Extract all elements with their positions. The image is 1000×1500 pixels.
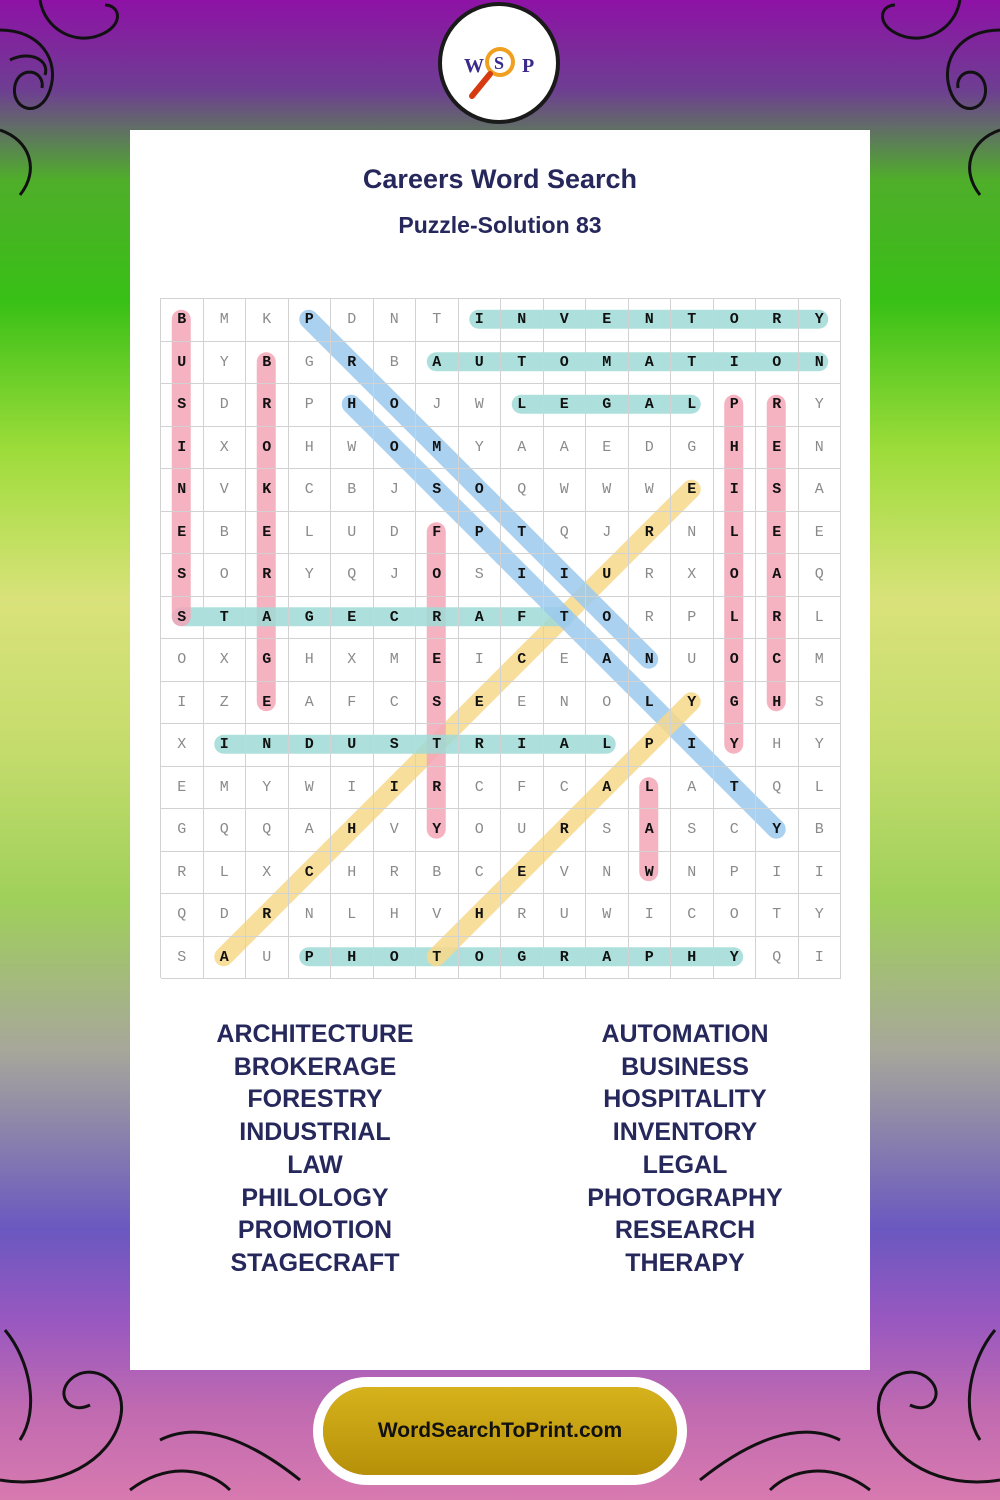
grid-cell: G (714, 682, 757, 725)
grid-cell: Q (161, 894, 204, 937)
grid-cell: A (756, 554, 799, 597)
grid-cell: W (629, 469, 672, 512)
grid-cell: Y (246, 767, 289, 810)
grid-cell: P (289, 384, 332, 427)
grid-cell: B (331, 469, 374, 512)
grid-cell: L (289, 512, 332, 555)
grid-cell: O (544, 342, 587, 385)
grid-cell: E (161, 767, 204, 810)
grid-cell: K (246, 299, 289, 342)
logo-letter-p: P (522, 55, 535, 77)
puzzle-card (130, 130, 870, 1370)
grid-cell: X (331, 639, 374, 682)
grid-cell: U (161, 342, 204, 385)
grid-cell: S (799, 682, 842, 725)
grid-cell: R (544, 809, 587, 852)
grid-cell: D (331, 299, 374, 342)
grid-cell: N (161, 469, 204, 512)
grid-cell: R (416, 767, 459, 810)
grid-cell: R (246, 384, 289, 427)
grid-cell: N (586, 852, 629, 895)
grid-cell: I (161, 682, 204, 725)
grid-cell: O (459, 469, 502, 512)
grid-cell: T (671, 342, 714, 385)
grid-cell: B (204, 512, 247, 555)
grid-cell: V (544, 852, 587, 895)
grid-cell: A (799, 469, 842, 512)
grid-cell: N (544, 682, 587, 725)
grid-cell: O (586, 682, 629, 725)
grid-cell: H (289, 639, 332, 682)
grid-cell: E (756, 427, 799, 470)
grid-cell: F (331, 682, 374, 725)
grid-cell: U (331, 512, 374, 555)
word-list-item: INDUSTRIAL (239, 1118, 391, 1147)
grid-cell: P (629, 724, 672, 767)
grid-cell: L (671, 384, 714, 427)
grid-cell: N (501, 299, 544, 342)
word-list-item: HOSPITALITY (603, 1085, 767, 1114)
grid-cell: A (629, 384, 672, 427)
grid-cell: Q (756, 767, 799, 810)
grid-cell: L (799, 597, 842, 640)
word-list-item: INVENTORY (612, 1118, 758, 1147)
grid-cell: D (289, 724, 332, 767)
grid-cell: O (714, 554, 757, 597)
grid-cell: S (756, 469, 799, 512)
grid-cell: N (671, 512, 714, 555)
grid-cell: E (799, 512, 842, 555)
grid-cell: I (161, 427, 204, 470)
grid-cell: O (714, 894, 757, 937)
grid-cell: L (331, 894, 374, 937)
grid-cell: M (799, 639, 842, 682)
grid-cell: Y (799, 384, 842, 427)
word-list-item: RESEARCH (614, 1216, 756, 1245)
grid-cell: W (289, 767, 332, 810)
grid-cell: O (586, 597, 629, 640)
grid-cell: D (374, 512, 417, 555)
grid-cell: E (459, 682, 502, 725)
grid-cell: C (289, 469, 332, 512)
grid-cell: E (246, 682, 289, 725)
grid-cell: U (671, 639, 714, 682)
word-list-item: STAGECRAFT (230, 1248, 400, 1277)
grid-cell: U (501, 809, 544, 852)
grid-cell: X (204, 639, 247, 682)
grid-cell: S (671, 809, 714, 852)
logo-letter-s: S (494, 53, 505, 73)
grid-cell: A (586, 639, 629, 682)
grid-cell: I (544, 554, 587, 597)
grid-cell: S (374, 724, 417, 767)
page-title: Careers Word Search (362, 164, 638, 194)
grid-cell: V (544, 299, 587, 342)
grid-cell: P (289, 299, 332, 342)
grid-cell: Y (799, 894, 842, 937)
grid-cell: E (671, 469, 714, 512)
grid-cell: P (289, 937, 332, 980)
grid-cell: S (586, 809, 629, 852)
word-list-item: ARCHITECTURE (216, 1020, 414, 1048)
grid-cell: I (714, 469, 757, 512)
grid-cell: J (416, 384, 459, 427)
grid-cell: B (416, 852, 459, 895)
grid-cell: L (629, 767, 672, 810)
grid-cell: R (246, 894, 289, 937)
grid-cell: D (629, 427, 672, 470)
grid-cell: L (714, 512, 757, 555)
grid-cell: H (331, 852, 374, 895)
grid-cell: E (246, 512, 289, 555)
grid-cell: Y (799, 724, 842, 767)
website-button[interactable]: WordSearchToPrint.com (323, 1387, 677, 1475)
grid-cell: R (756, 597, 799, 640)
grid-cell: G (246, 639, 289, 682)
grid-cell: R (629, 512, 672, 555)
word-list-item: FORESTRY (247, 1085, 383, 1114)
word-list-left (130, 1018, 500, 1280)
grid-cell: M (416, 427, 459, 470)
grid-cell: P (459, 512, 502, 555)
grid-cell: Q (204, 809, 247, 852)
grid-cell: R (161, 852, 204, 895)
grid-cell: D (204, 894, 247, 937)
grid-cell: I (501, 554, 544, 597)
grid-cell: C (714, 809, 757, 852)
grid-cell: N (629, 299, 672, 342)
grid-cell: D (204, 384, 247, 427)
grid-cell: Y (289, 554, 332, 597)
grid-cell: O (714, 299, 757, 342)
grid-cell: T (501, 342, 544, 385)
grid-cell: G (289, 597, 332, 640)
grid-cell: I (374, 767, 417, 810)
grid-cell: L (204, 852, 247, 895)
grid-cell: V (374, 809, 417, 852)
grid-cell: Q (756, 937, 799, 980)
grid-cell: W (629, 852, 672, 895)
grid-cell: A (544, 724, 587, 767)
grid-cell: W (544, 469, 587, 512)
grid-cell: H (331, 384, 374, 427)
grid-cell: X (671, 554, 714, 597)
grid-cell: E (161, 512, 204, 555)
grid-cell: I (756, 852, 799, 895)
grid-cell: L (629, 682, 672, 725)
word-list-item: PROMOTION (237, 1216, 393, 1245)
grid-cell: P (714, 384, 757, 427)
grid-cell: E (416, 639, 459, 682)
grid-cell: R (246, 554, 289, 597)
grid-cell: C (459, 852, 502, 895)
grid-cell: L (501, 384, 544, 427)
grid-cell: G (161, 809, 204, 852)
grid-cell: A (416, 342, 459, 385)
grid-cell: U (459, 342, 502, 385)
grid-cell: P (714, 852, 757, 895)
grid-cell: W (586, 894, 629, 937)
grid-cell: I (714, 342, 757, 385)
grid-cell: A (586, 937, 629, 980)
grid-cell: O (204, 554, 247, 597)
grid-cell: O (459, 809, 502, 852)
word-list-right (500, 1018, 870, 1280)
grid-cell: U (331, 724, 374, 767)
grid-cell: A (459, 597, 502, 640)
grid-cell: I (501, 724, 544, 767)
grid-cell: M (204, 299, 247, 342)
word-list-item: AUTOMATION (601, 1020, 769, 1048)
word-search-grid-area (160, 298, 840, 978)
grid-cell: O (416, 554, 459, 597)
grid-cell: L (714, 597, 757, 640)
grid-cell: Q (246, 809, 289, 852)
grid-cell: C (501, 639, 544, 682)
grid-cell: E (501, 682, 544, 725)
grid-cell: N (799, 427, 842, 470)
grid-cell: O (459, 937, 502, 980)
grid-cell: G (501, 937, 544, 980)
grid-cell: X (246, 852, 289, 895)
grid-cell: C (544, 767, 587, 810)
grid-cell: Y (714, 937, 757, 980)
grid-cell: E (586, 427, 629, 470)
grid-cell: L (586, 724, 629, 767)
grid-cell: O (714, 639, 757, 682)
grid-cell: O (374, 384, 417, 427)
grid-cell: A (586, 767, 629, 810)
grid-cell: I (459, 639, 502, 682)
grid-cell: R (374, 852, 417, 895)
grid-cell: R (501, 894, 544, 937)
grid-cell: T (501, 512, 544, 555)
grid-cell: B (246, 342, 289, 385)
logo-letter-w: W (464, 55, 484, 77)
grid-cell: J (586, 512, 629, 555)
grid-cell: I (331, 767, 374, 810)
grid-cell: E (544, 384, 587, 427)
grid-cell: N (629, 639, 672, 682)
grid-cell: M (204, 767, 247, 810)
page-subtitle: Puzzle-Solution 83 (398, 212, 602, 238)
grid-cell: Q (331, 554, 374, 597)
grid-cell: S (459, 554, 502, 597)
grid-cell: K (246, 469, 289, 512)
grid-cell: C (756, 639, 799, 682)
grid-cell: N (799, 342, 842, 385)
grid-cell: A (289, 682, 332, 725)
grid-cell: T (671, 299, 714, 342)
grid-cell: N (671, 852, 714, 895)
grid-cell: C (289, 852, 332, 895)
grid-cell: M (586, 342, 629, 385)
grid-cell: I (204, 724, 247, 767)
word-list-item: LEGAL (642, 1150, 728, 1179)
grid-cell: G (586, 384, 629, 427)
grid-cell: O (246, 427, 289, 470)
grid-cell: S (161, 554, 204, 597)
grid-cell: R (331, 342, 374, 385)
grid-cell: Y (714, 724, 757, 767)
word-list-item: BUSINESS (621, 1052, 749, 1081)
grid-cell: I (671, 724, 714, 767)
grid-cell: T (756, 894, 799, 937)
word-list-item: PHOTOGRAPHY (587, 1183, 783, 1212)
grid-cell: T (714, 767, 757, 810)
grid-cell: P (629, 937, 672, 980)
grid-cell: A (629, 342, 672, 385)
grid-cell: G (289, 342, 332, 385)
grid-cell: A (246, 597, 289, 640)
grid-cell: H (289, 427, 332, 470)
grid-cell: M (374, 639, 417, 682)
grid-cell: U (246, 937, 289, 980)
grid-cell: S (161, 384, 204, 427)
grid-cell: A (671, 767, 714, 810)
grid-cell: O (374, 427, 417, 470)
grid-cell: O (756, 342, 799, 385)
grid-cell: Y (459, 427, 502, 470)
grid-cell: J (374, 554, 417, 597)
grid-cell: H (671, 937, 714, 980)
grid-cell: A (204, 937, 247, 980)
grid-cell: H (756, 682, 799, 725)
grid-cell: Y (799, 299, 842, 342)
grid-cell: I (459, 299, 502, 342)
grid-cell: Y (204, 342, 247, 385)
grid-cell: R (629, 554, 672, 597)
grid-cell: V (416, 894, 459, 937)
grid-cell: T (544, 597, 587, 640)
grid-cell: R (756, 384, 799, 427)
grid-cell: H (331, 809, 374, 852)
grid-cell: I (629, 894, 672, 937)
grid-cell: F (501, 767, 544, 810)
grid-cell: Y (416, 809, 459, 852)
grid-cell: Z (204, 682, 247, 725)
grid-cell: T (416, 724, 459, 767)
grid-cell: Q (544, 512, 587, 555)
grid-cell: E (544, 639, 587, 682)
grid-cell: Q (501, 469, 544, 512)
grid-cell: N (246, 724, 289, 767)
grid-cell: V (204, 469, 247, 512)
letter-grid (160, 298, 840, 978)
grid-cell: T (204, 597, 247, 640)
grid-cell: B (161, 299, 204, 342)
grid-cell: X (161, 724, 204, 767)
grid-cell: B (374, 342, 417, 385)
word-list-item: BROKERAGE (233, 1052, 397, 1081)
grid-cell: E (586, 299, 629, 342)
grid-cell: Y (671, 682, 714, 725)
grid-cell: R (416, 597, 459, 640)
grid-cell: F (416, 512, 459, 555)
word-list-item: LAW (287, 1150, 343, 1179)
grid-cell: A (289, 809, 332, 852)
grid-cell: B (799, 809, 842, 852)
grid-cell: G (671, 427, 714, 470)
grid-cell: H (374, 894, 417, 937)
grid-cell: F (501, 597, 544, 640)
grid-cell: S (161, 597, 204, 640)
grid-cell: O (374, 937, 417, 980)
grid-cell: H (331, 937, 374, 980)
grid-cell: C (671, 894, 714, 937)
grid-cell: H (459, 894, 502, 937)
grid-cell: X (204, 427, 247, 470)
grid-cell: R (544, 937, 587, 980)
grid-cell: R (756, 299, 799, 342)
grid-cell: P (671, 597, 714, 640)
grid-cell: W (586, 469, 629, 512)
grid-cell: E (756, 512, 799, 555)
word-list-item: THERAPY (625, 1248, 745, 1277)
word-list-item: PHILOLOGY (241, 1183, 389, 1212)
grid-cell: N (289, 894, 332, 937)
grid-cell: A (501, 427, 544, 470)
grid-cell: Q (799, 554, 842, 597)
grid-cell: U (586, 554, 629, 597)
grid-cell: E (501, 852, 544, 895)
grid-cell: T (416, 937, 459, 980)
site-logo[interactable] (438, 2, 560, 124)
word-list (130, 1018, 870, 1288)
grid-cell: I (799, 937, 842, 980)
grid-cell: U (544, 894, 587, 937)
grid-cell: W (459, 384, 502, 427)
grid-cell: A (629, 809, 672, 852)
grid-cell: Y (756, 809, 799, 852)
grid-cell: H (756, 724, 799, 767)
grid-cell: I (799, 852, 842, 895)
grid-cell: E (331, 597, 374, 640)
grid-cell: H (714, 427, 757, 470)
grid-cell: A (544, 427, 587, 470)
grid-cell: C (374, 682, 417, 725)
grid-cell: J (374, 469, 417, 512)
grid-cell: C (459, 767, 502, 810)
grid-cell: W (331, 427, 374, 470)
grid-cell: T (416, 299, 459, 342)
grid-cell: N (374, 299, 417, 342)
grid-cell: R (629, 597, 672, 640)
grid-cell: S (161, 937, 204, 980)
grid-cell: S (416, 682, 459, 725)
grid-cell: C (374, 597, 417, 640)
grid-cell: L (799, 767, 842, 810)
grid-cell: S (416, 469, 459, 512)
grid-cell: O (161, 639, 204, 682)
grid-cell: R (459, 724, 502, 767)
